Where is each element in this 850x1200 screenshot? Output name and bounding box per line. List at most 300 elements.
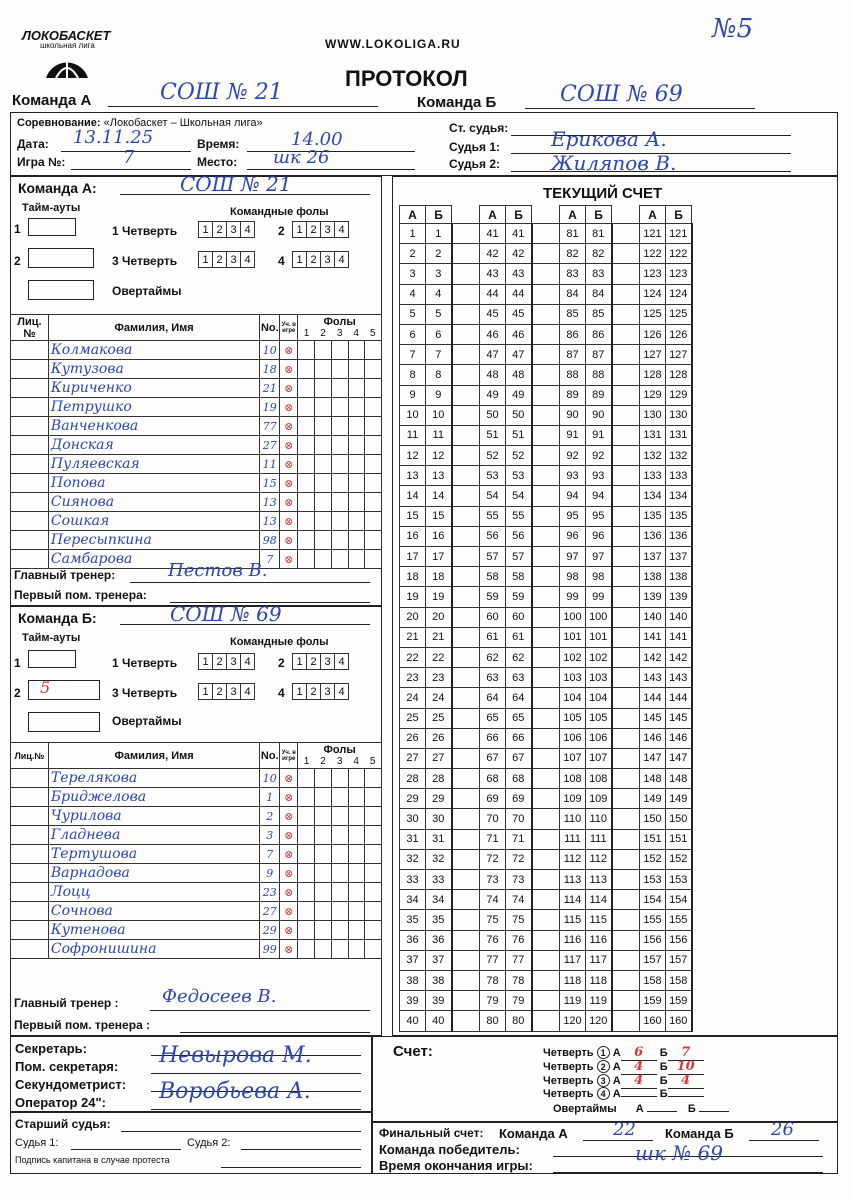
score-gap: [532, 950, 560, 970]
score-cell: 86: [560, 324, 586, 344]
end-time-line: [553, 1172, 823, 1173]
score-gap: [612, 970, 640, 990]
score-cell: 94: [560, 486, 586, 506]
team-a-q1-label: 1 Четверть: [112, 224, 178, 238]
score-gap: [532, 547, 560, 567]
score-gap: [452, 526, 480, 546]
fouls-heading: Фолы: [323, 744, 356, 756]
time-value: 14.00: [291, 129, 343, 150]
score-cell: 116: [560, 930, 586, 950]
score-cell: 126: [640, 324, 666, 344]
senior-ref-line: [121, 1131, 361, 1132]
player-fouls: [298, 826, 382, 845]
player-number: 29: [260, 921, 280, 940]
score-cell: 62: [506, 647, 532, 667]
score-cell: 150: [666, 809, 692, 829]
score-row: [400, 486, 692, 506]
score-gap: [612, 789, 640, 809]
score-cell: 140: [666, 607, 692, 627]
player-fouls: [298, 902, 382, 921]
score-cell: 157: [666, 950, 692, 970]
score-cell: 77: [506, 950, 532, 970]
score-cell: 48: [506, 365, 532, 385]
table-row: [11, 921, 382, 940]
foul-nums: [298, 756, 381, 767]
score-cell: 57: [506, 547, 532, 567]
score-cell: 155: [666, 910, 692, 930]
score-gap: [532, 324, 560, 344]
score-cell: 28: [400, 769, 426, 789]
score-cell: 95: [586, 506, 612, 526]
score-cell: 146: [666, 728, 692, 748]
score-gap: [452, 748, 480, 768]
team-b-q2-label: 2: [278, 656, 285, 670]
score-row: [400, 627, 692, 647]
score-cell: 33: [426, 870, 452, 890]
score-gap: [452, 1011, 480, 1031]
player-name: Колмакова: [48, 341, 259, 360]
score-gap: [612, 950, 640, 970]
score-row: [400, 728, 692, 748]
score-gap: [532, 647, 560, 667]
score-gap: [532, 991, 560, 1011]
score-gap: [612, 405, 640, 425]
score-gap: [532, 385, 560, 405]
score-cell: 115: [560, 910, 586, 930]
score-cell: 67: [480, 748, 506, 768]
referees-box: [10, 1112, 372, 1174]
score-cell: 16: [426, 526, 452, 546]
score-gap: [532, 224, 560, 244]
score-cell: 158: [666, 970, 692, 990]
score-cell: 38: [400, 970, 426, 990]
team-b-q3-fouls: 1 2 3 4: [198, 682, 254, 700]
score-cell: 19: [400, 587, 426, 607]
ref2-value: Жиляпов В.: [551, 151, 677, 175]
score-cell: 128: [640, 365, 666, 385]
player-lic: [11, 550, 49, 569]
team-b-value: СОШ № 69: [170, 602, 282, 626]
score-gap: [452, 688, 480, 708]
score-cell: 45: [506, 304, 532, 324]
col-name: Фамилия, Имя: [48, 743, 259, 769]
score-cell: 42: [506, 244, 532, 264]
score-cell: 28: [426, 769, 452, 789]
score-col-a: А: [400, 206, 426, 224]
final-b-line: [749, 1140, 819, 1141]
game-value: 7: [123, 147, 135, 168]
quarter-b-letter: Б: [659, 1061, 668, 1073]
score-cell: 118: [586, 970, 612, 990]
score-gap: [612, 647, 640, 667]
team-b-q2-fouls: 1 2 3 4: [292, 652, 348, 670]
player-fouls: [298, 436, 382, 455]
score-cell: 66: [506, 728, 532, 748]
score-cell: 117: [560, 950, 586, 970]
score-cell: 102: [560, 647, 586, 667]
score-cell: 144: [640, 688, 666, 708]
score-cell: 27: [426, 748, 452, 768]
player-number: 27: [260, 436, 280, 455]
player-number: 98: [260, 531, 280, 550]
score-cell: 115: [586, 910, 612, 930]
player-fouls: [298, 883, 382, 902]
asst-secretary-label: Пом. секретаря:: [15, 1059, 119, 1074]
score-cell: 127: [640, 345, 666, 365]
score-cell: 86: [586, 324, 612, 344]
score-cell: 7: [400, 345, 426, 365]
score-cell: 60: [480, 607, 506, 627]
player-played-mark: ⊗: [280, 550, 298, 569]
time-label: Время:: [197, 137, 240, 151]
player-fouls: [298, 398, 382, 417]
foul-num: 1: [303, 328, 310, 339]
bottom-ref2-label: Судья 2:: [187, 1137, 231, 1149]
quarter-a-score: 6: [621, 1045, 657, 1061]
score-gap: [452, 829, 480, 849]
score-cell: 15: [426, 506, 452, 526]
player-fouls: [298, 474, 382, 493]
score-cell: 103: [586, 668, 612, 688]
score-cell: 27: [400, 748, 426, 768]
score-cell: 151: [666, 829, 692, 849]
col-fouls: [298, 315, 382, 341]
player-lic: [11, 769, 49, 788]
score-row: [400, 526, 692, 546]
score-cell: 69: [506, 789, 532, 809]
quarter-row: [543, 1059, 704, 1073]
team-a-q4-fouls: 1 2 3 4: [292, 250, 348, 268]
player-name: Гладнева: [48, 826, 259, 845]
secretary-label: Секретарь:: [15, 1041, 87, 1056]
table-row: [11, 341, 382, 360]
score-cell: 71: [506, 829, 532, 849]
score-cell: 32: [400, 849, 426, 869]
team-b-label: Команда Б:: [18, 610, 97, 626]
score-cell: 1: [400, 224, 426, 244]
ot-a-letter: А: [635, 1103, 644, 1115]
score-cell: 107: [586, 748, 612, 768]
score-cell: 73: [506, 870, 532, 890]
score-gap: [452, 446, 480, 466]
score-cell: 41: [480, 224, 506, 244]
player-lic: [11, 417, 49, 436]
score-cell: 72: [480, 849, 506, 869]
captain-label: Подпись капитана в случае протеста: [15, 1155, 170, 1165]
score-row: [400, 950, 692, 970]
player-number: 2: [260, 807, 280, 826]
score-cell: 147: [640, 748, 666, 768]
logo-subtext: школьная лига: [40, 41, 95, 50]
score-gap: [532, 587, 560, 607]
player-fouls: [298, 341, 382, 360]
winner-label: Команда победитель:: [379, 1142, 520, 1157]
score-cell: 98: [586, 567, 612, 587]
score-cell: 127: [666, 345, 692, 365]
score-gap: [612, 829, 640, 849]
score-cell: 142: [666, 647, 692, 667]
player-name: Лоцц: [48, 883, 259, 902]
score-cell: 125: [666, 304, 692, 324]
foul-num: 2: [320, 328, 326, 339]
score-gap: [612, 324, 640, 344]
score-cell: 22: [426, 647, 452, 667]
score-cell: 81: [586, 224, 612, 244]
team-a-coach-value: Пестов В.: [168, 560, 268, 581]
game-line: [71, 169, 191, 170]
player-played-mark: ⊗: [280, 769, 298, 788]
player-played-mark: ⊗: [280, 826, 298, 845]
score-cell: 23: [426, 668, 452, 688]
score-gap: [452, 365, 480, 385]
player-played-mark: ⊗: [280, 417, 298, 436]
foul-num: 3: [336, 756, 343, 767]
score-gap: [452, 890, 480, 910]
page-title: ПРОТОКОЛ: [345, 66, 468, 91]
ref1-label: Судья 1:: [449, 140, 501, 154]
team-b-q1-label: 1 Четверть: [112, 656, 178, 670]
score-cell: 97: [586, 547, 612, 567]
player-fouls: [298, 845, 382, 864]
score-label: Счет:: [393, 1043, 433, 1060]
score-cell: 106: [586, 728, 612, 748]
asst-secretary-value: Невырова М.: [159, 1043, 312, 1068]
score-cell: 34: [400, 890, 426, 910]
table-row: [11, 826, 382, 845]
score-col-a: А: [640, 206, 666, 224]
score-cell: 133: [666, 466, 692, 486]
score-cell: 54: [506, 486, 532, 506]
col-lic: Лиц.№: [11, 743, 49, 769]
score-gap: [612, 809, 640, 829]
team-b-rows: [11, 769, 382, 959]
team-a-rows: [11, 341, 382, 569]
score-cell: 52: [480, 446, 506, 466]
score-gap: [452, 486, 480, 506]
quarter-number: 2: [597, 1060, 610, 1073]
score-cell: 158: [640, 970, 666, 990]
quarter-a-letter: А: [612, 1075, 621, 1087]
player-number: 13: [260, 512, 280, 531]
final-b-value: 26: [771, 1119, 794, 1140]
score-gap: [452, 284, 480, 304]
score-cell: 160: [666, 1011, 692, 1031]
score-gap: [452, 991, 480, 1011]
player-name: Чурилова: [48, 807, 259, 826]
score-cell: 21: [426, 627, 452, 647]
team-b-header-value: СОШ № 69: [560, 82, 683, 107]
quarter-number: 3: [597, 1074, 610, 1087]
score-cell: 21: [400, 627, 426, 647]
ref2-label: Судья 2:: [449, 157, 501, 171]
score-cell: 52: [506, 446, 532, 466]
player-lic: [11, 826, 49, 845]
team-b-fouls-label: Командные фолы: [230, 636, 329, 648]
player-name: Кириченко: [48, 379, 259, 398]
score-cell: 126: [666, 324, 692, 344]
score-cell: 10: [400, 405, 426, 425]
score-gap: [452, 647, 480, 667]
player-fouls: [298, 379, 382, 398]
place-line: [247, 169, 415, 170]
score-cell: 6: [400, 324, 426, 344]
score-cell: 109: [586, 789, 612, 809]
player-number: 9: [260, 864, 280, 883]
score-gap: [532, 708, 560, 728]
player-number: 10: [260, 341, 280, 360]
score-row: [400, 748, 692, 768]
score-cell: 100: [560, 607, 586, 627]
score-cell: 70: [506, 809, 532, 829]
ot-a-line: [647, 1111, 677, 1112]
score-cell: 63: [480, 668, 506, 688]
op24-line: [151, 1109, 361, 1110]
score-row: [400, 244, 692, 264]
player-played-mark: ⊗: [280, 512, 298, 531]
score-cell: 125: [640, 304, 666, 324]
score-gap: [612, 486, 640, 506]
score-row: [400, 809, 692, 829]
score-cell: 29: [400, 789, 426, 809]
score-cell: 154: [640, 890, 666, 910]
score-gap: [452, 405, 480, 425]
score-cell: 73: [480, 870, 506, 890]
player-name: Пересыпкина: [48, 531, 259, 550]
score-gap: [532, 425, 560, 445]
score-gap: [452, 304, 480, 324]
player-lic: [11, 341, 49, 360]
player-lic: [11, 921, 49, 940]
table-row: [11, 902, 382, 921]
score-gap: [532, 789, 560, 809]
score-row: [400, 668, 692, 688]
score-grid: [399, 205, 693, 1032]
score-cell: 159: [666, 991, 692, 1011]
score-cell: 25: [400, 708, 426, 728]
final-b-label: Команда Б: [665, 1126, 734, 1141]
score-cell: 148: [640, 769, 666, 789]
quarter-b-score: 7: [668, 1045, 704, 1061]
player-number: 18: [260, 360, 280, 379]
quarter-row: [543, 1073, 704, 1087]
score-cell: 4: [426, 284, 452, 304]
score-cell: 30: [426, 809, 452, 829]
score-cell: 99: [560, 587, 586, 607]
player-lic: [11, 455, 49, 474]
team-b-q4-label: 4: [278, 686, 285, 700]
score-row: [400, 789, 692, 809]
score-cell: 152: [666, 849, 692, 869]
team-b-q3-label: 3 Четверть: [112, 686, 178, 700]
score-cell: 109: [560, 789, 586, 809]
score-cell: 157: [640, 950, 666, 970]
score-cell: 84: [560, 284, 586, 304]
player-lic: [11, 398, 49, 417]
score-cell: 10: [426, 405, 452, 425]
player-number: 27: [260, 902, 280, 921]
score-cell: 59: [480, 587, 506, 607]
player-fouls: [298, 788, 382, 807]
quarter-scores: [543, 1045, 704, 1101]
final-label: Финальный счет:: [379, 1126, 484, 1140]
score-cell: 131: [640, 425, 666, 445]
score-row: [400, 466, 692, 486]
score-gap: [612, 526, 640, 546]
score-row: [400, 769, 692, 789]
score-cell: 132: [640, 446, 666, 466]
score-gap: [452, 627, 480, 647]
score-cell: 153: [640, 870, 666, 890]
score-row: [400, 688, 692, 708]
team-b-to2-mark: 5: [40, 678, 51, 697]
quarter-label: Четверть: [543, 1047, 594, 1059]
score-gap: [532, 728, 560, 748]
score-cell: 59: [506, 587, 532, 607]
team-a-asst-label: Первый пом. тренера:: [14, 588, 147, 602]
score-cell: 30: [400, 809, 426, 829]
foul-num: 4: [353, 328, 359, 339]
score-cell: 92: [586, 446, 612, 466]
score-cell: 36: [426, 930, 452, 950]
score-col-b: Б: [666, 206, 692, 224]
score-gap: [612, 466, 640, 486]
score-gap: [532, 284, 560, 304]
score-cell: 44: [480, 284, 506, 304]
end-time-value: шк № 69: [635, 1141, 723, 1165]
score-cell: 26: [426, 728, 452, 748]
score-cell: 111: [560, 829, 586, 849]
score-cell: 84: [586, 284, 612, 304]
player-name: Тертушова: [48, 845, 259, 864]
score-cell: 138: [666, 567, 692, 587]
score-cell: 106: [560, 728, 586, 748]
score-gap: [612, 728, 640, 748]
score-cell: 26: [400, 728, 426, 748]
score-cell: 71: [480, 829, 506, 849]
table-row: [11, 769, 382, 788]
player-played-mark: ⊗: [280, 474, 298, 493]
foul-num: 5: [369, 328, 376, 339]
player-played-mark: ⊗: [280, 902, 298, 921]
score-cell: 129: [666, 385, 692, 405]
score-cell: 80: [506, 1011, 532, 1031]
score-box: [392, 176, 838, 1036]
score-gap: [612, 304, 640, 324]
score-cell: 156: [666, 930, 692, 950]
score-cell: 46: [480, 324, 506, 344]
score-cell: 3: [400, 264, 426, 284]
score-gap: [612, 345, 640, 365]
player-played-mark: ⊗: [280, 864, 298, 883]
player-name: Сочнова: [48, 902, 259, 921]
score-gap: [612, 567, 640, 587]
score-cell: 104: [560, 688, 586, 708]
game-label: Игра №:: [17, 155, 66, 169]
score-cell: 36: [400, 930, 426, 950]
score-cell: 49: [506, 385, 532, 405]
player-played-mark: ⊗: [280, 807, 298, 826]
score-cell: 132: [666, 446, 692, 466]
player-fouls: [298, 455, 382, 474]
score-cell: 63: [506, 668, 532, 688]
player-lic: [11, 360, 49, 379]
player-fouls: [298, 417, 382, 436]
table-row: [11, 436, 382, 455]
player-name: Ванченкова: [48, 417, 259, 436]
score-cell: 137: [640, 547, 666, 567]
score-gap: [532, 244, 560, 264]
score-cell: 40: [400, 1011, 426, 1031]
